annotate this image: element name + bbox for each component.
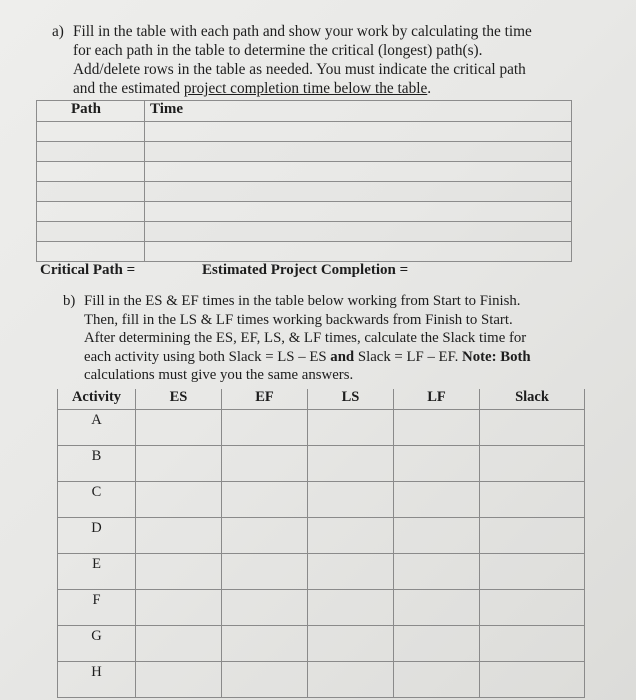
activity-name: E — [58, 554, 136, 590]
time-header: Time — [145, 101, 572, 122]
ef-cell[interactable] — [222, 554, 308, 590]
time-cell[interactable] — [145, 162, 572, 182]
ef-cell[interactable] — [222, 482, 308, 518]
question-b-text — [84, 292, 583, 385]
question-b-line: After determining the ES, EF, LS, & LF times, calculate the Slack time for — [84, 330, 527, 346]
slack-cell[interactable] — [480, 662, 585, 698]
es-cell[interactable] — [136, 590, 222, 626]
path-row[interactable] — [37, 202, 572, 222]
time-cell[interactable] — [145, 182, 572, 202]
lf-cell[interactable] — [394, 482, 480, 518]
lf-cell[interactable] — [394, 410, 480, 446]
activity-row — [58, 410, 585, 446]
activity-name: H — [58, 662, 136, 698]
critical-path-label: Critical Path = — [40, 262, 136, 278]
path-row[interactable] — [37, 162, 572, 182]
question-a-text — [73, 22, 572, 98]
activity-name: G — [58, 626, 136, 662]
ls-cell[interactable] — [308, 410, 394, 446]
ls-cell[interactable] — [308, 662, 394, 698]
ls-header: LS — [308, 389, 394, 410]
completion-label: Estimated Project Completion = — [202, 262, 409, 278]
activity-name: D — [58, 518, 136, 554]
slack-cell[interactable] — [480, 410, 585, 446]
ef-cell[interactable] — [222, 446, 308, 482]
ef-cell[interactable] — [222, 518, 308, 554]
lf-cell[interactable] — [394, 662, 480, 698]
question-b-line: calculations must give you the same answers. — [84, 367, 354, 383]
ef-header: EF — [222, 389, 308, 410]
path-header: Path — [37, 101, 145, 122]
path-row[interactable] — [37, 242, 572, 262]
activity-table-header — [58, 389, 585, 410]
slack-header: Slack — [480, 389, 585, 410]
ls-cell[interactable] — [308, 518, 394, 554]
question-b-line: Then, fill in the LS & LF times working backwards from Finish to Start. — [84, 311, 513, 328]
path-cell[interactable] — [37, 142, 145, 162]
question-b-label: b) — [63, 293, 76, 309]
path-table-header — [37, 101, 572, 122]
activity-row — [58, 590, 585, 626]
slack-cell[interactable] — [480, 446, 585, 482]
question-a-line: Fill in the table with each path and show your work by calculating the time — [73, 23, 532, 40]
lf-header: LF — [394, 389, 480, 410]
question-b-line: Fill in the ES & EF times in the table below working from Start to Finish. — [84, 293, 521, 309]
path-row[interactable] — [37, 142, 572, 162]
time-cell[interactable] — [145, 142, 572, 162]
slack-cell[interactable] — [480, 590, 585, 626]
question-b — [63, 292, 583, 385]
ef-cell[interactable] — [222, 590, 308, 626]
ef-cell[interactable] — [222, 410, 308, 446]
ef-cell[interactable] — [222, 662, 308, 698]
activity-name: B — [58, 446, 136, 482]
question-a-line: Add/delete rows in the table as needed. You must indicate the critical path — [73, 61, 526, 78]
question-a-line: for each path in the table to determine the critical (longest) path(s). — [73, 42, 483, 59]
path-row[interactable] — [37, 122, 572, 142]
path-cell[interactable] — [37, 182, 145, 202]
slack-cell[interactable] — [480, 482, 585, 518]
path-cell[interactable] — [37, 162, 145, 182]
activity-name: F — [58, 590, 136, 626]
path-row[interactable] — [37, 182, 572, 202]
question-a-label: a) — [52, 23, 64, 40]
question-a — [52, 22, 572, 98]
es-cell[interactable] — [136, 446, 222, 482]
time-cell[interactable] — [145, 122, 572, 142]
time-cell[interactable] — [145, 222, 572, 242]
slack-cell[interactable] — [480, 626, 585, 662]
question-a-line: and the estimated project completion time below the table. — [73, 80, 432, 97]
ls-cell[interactable] — [308, 446, 394, 482]
es-header: ES — [136, 389, 222, 410]
slack-cell[interactable] — [480, 518, 585, 554]
path-cell[interactable] — [37, 202, 145, 222]
es-cell[interactable] — [136, 662, 222, 698]
path-cell[interactable] — [37, 222, 145, 242]
question-b-line: each activity using both Slack = LS – ES and Slack = LF – EF. Note: Both — [84, 348, 531, 365]
time-cell[interactable] — [145, 242, 572, 262]
es-cell[interactable] — [136, 410, 222, 446]
activity-name: A — [58, 410, 136, 446]
ef-cell[interactable] — [222, 626, 308, 662]
path-row[interactable] — [37, 222, 572, 242]
path-table — [36, 100, 572, 262]
activity-row — [58, 626, 585, 662]
activity-name: C — [58, 482, 136, 518]
activity-header: Activity — [58, 389, 136, 410]
activity-row — [58, 446, 585, 482]
slack-cell[interactable] — [480, 554, 585, 590]
es-cell[interactable] — [136, 482, 222, 518]
ls-cell[interactable] — [308, 626, 394, 662]
ls-cell[interactable] — [308, 590, 394, 626]
activity-row — [58, 662, 585, 698]
lf-cell[interactable] — [394, 590, 480, 626]
activity-row — [58, 482, 585, 518]
lf-cell[interactable] — [394, 446, 480, 482]
lf-cell[interactable] — [394, 518, 480, 554]
es-cell[interactable] — [136, 518, 222, 554]
path-cell[interactable] — [37, 122, 145, 142]
es-cell[interactable] — [136, 554, 222, 590]
path-cell[interactable] — [37, 242, 145, 262]
time-cell[interactable] — [145, 202, 572, 222]
lf-cell[interactable] — [394, 554, 480, 590]
lf-cell[interactable] — [394, 626, 480, 662]
activity-row — [58, 518, 585, 554]
ls-cell[interactable] — [308, 482, 394, 518]
ls-cell[interactable] — [308, 554, 394, 590]
activity-row — [58, 554, 585, 590]
activity-table — [57, 389, 585, 698]
es-cell[interactable] — [136, 626, 222, 662]
